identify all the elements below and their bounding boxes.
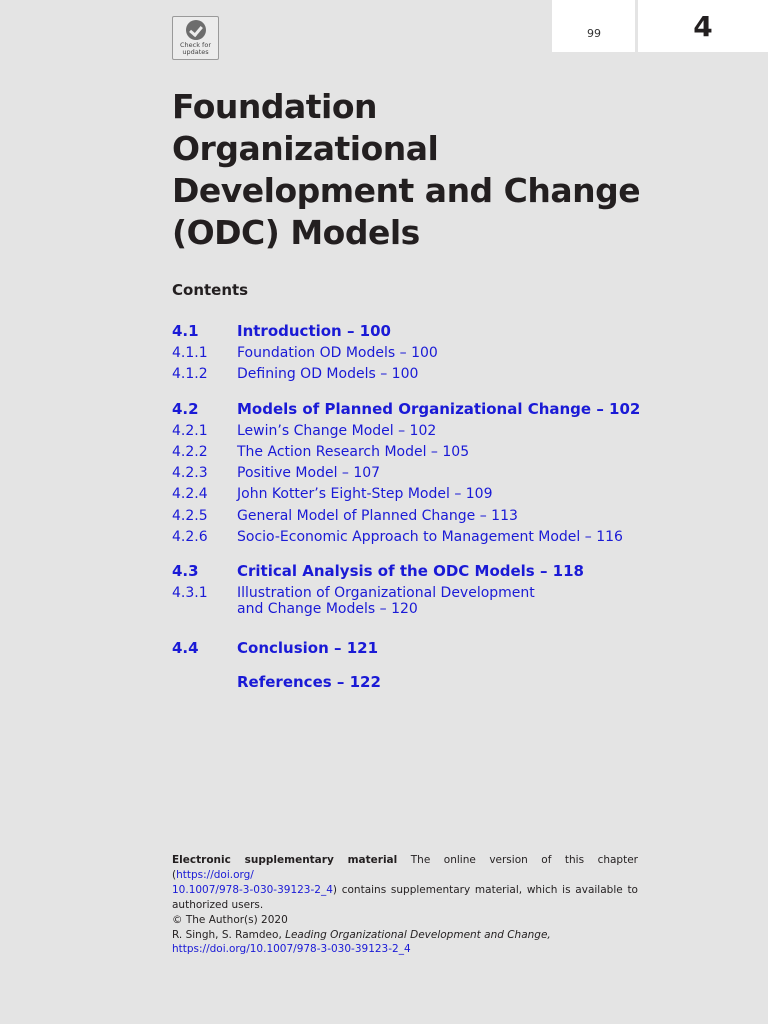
toc-link[interactable]: General Model of Planned Change – 113 bbox=[237, 507, 518, 524]
chapter-number: 4 bbox=[693, 10, 713, 43]
toc-number: 4.1 bbox=[172, 322, 199, 340]
check-for-updates-badge[interactable] bbox=[172, 16, 219, 60]
toc-link[interactable]: Critical Analysis of the ODC Models – 118 bbox=[237, 562, 584, 581]
title-line: Development and Change bbox=[172, 171, 641, 210]
supplementary-label: Electronic supplementary material bbox=[172, 854, 398, 866]
page-number: 99 bbox=[587, 27, 601, 40]
table-of-contents bbox=[172, 322, 652, 696]
toc-entry[interactable] bbox=[172, 585, 652, 628]
toc-link[interactable]: Introduction – 100 bbox=[237, 322, 391, 340]
copyright-block bbox=[172, 913, 638, 957]
toc-entry[interactable] bbox=[172, 562, 652, 585]
toc-link[interactable]: The Action Research Model – 105 bbox=[237, 443, 470, 460]
toc-link[interactable]: Defining OD Models – 100 bbox=[237, 366, 419, 383]
title-line: (ODC) Models bbox=[172, 213, 420, 252]
toc-link-line: and Change Models – 120 bbox=[237, 601, 418, 618]
title-line: Foundation bbox=[172, 87, 378, 126]
toc-number: 4.3 bbox=[172, 562, 199, 581]
citation-authors: R. Singh, S. Ramdeo, bbox=[172, 928, 286, 941]
toc-number: 4.2.5 bbox=[172, 507, 208, 524]
checkmark-icon bbox=[186, 20, 206, 40]
toc-link[interactable]: Lewin’s Change Model – 102 bbox=[237, 422, 437, 439]
citation-book-title: Leading Organizational Development and Change, bbox=[285, 928, 551, 941]
toc-entry[interactable] bbox=[172, 673, 652, 696]
doi-link[interactable]: https://doi.org/ bbox=[176, 869, 254, 881]
toc-link[interactable] bbox=[237, 585, 647, 617]
citation-line bbox=[172, 928, 638, 943]
copyright-line: © The Author(s) 2020 bbox=[172, 914, 288, 926]
toc-entry[interactable] bbox=[172, 444, 652, 465]
toc-number: 4.3.1 bbox=[172, 585, 208, 602]
check-updates-label: Check for updates bbox=[180, 41, 211, 56]
doi-link[interactable]: 10.1007/978-3-030-39123-2_4 bbox=[172, 884, 333, 896]
chapter-number-box bbox=[638, 0, 768, 52]
title-line: Organizational bbox=[172, 129, 439, 168]
chapter-title bbox=[172, 86, 672, 254]
toc-link[interactable]: John Kotter’s Eight-Step Model – 109 bbox=[237, 486, 493, 503]
toc-link[interactable]: References – 122 bbox=[237, 673, 381, 692]
toc-entry[interactable] bbox=[172, 423, 652, 444]
toc-entry[interactable] bbox=[172, 529, 652, 550]
toc-entry[interactable] bbox=[172, 639, 652, 662]
toc-entry[interactable] bbox=[172, 508, 652, 529]
toc-entry[interactable] bbox=[172, 486, 652, 507]
supplementary-material-note bbox=[172, 853, 638, 913]
contents-heading: Contents bbox=[172, 281, 249, 299]
toc-link[interactable]: Models of Planned Organizational Change – 102 bbox=[237, 399, 641, 418]
supplementary-text: ) contains supplementary material, which is available to authorized users. bbox=[172, 884, 638, 911]
page-number-box bbox=[552, 0, 635, 52]
citation-doi-link[interactable]: https://doi.org/10.1007/978-3-030-39123-2_4 bbox=[172, 943, 411, 955]
toc-number: 4.2.1 bbox=[172, 422, 208, 439]
toc-number: 4.2.6 bbox=[172, 529, 208, 546]
toc-number: 4.2.4 bbox=[172, 486, 208, 503]
toc-link-line: Illustration of Organizational Development bbox=[237, 585, 535, 602]
toc-entry[interactable] bbox=[172, 465, 652, 486]
toc-link[interactable]: Conclusion – 121 bbox=[237, 639, 379, 658]
toc-entry[interactable] bbox=[172, 322, 652, 345]
toc-link[interactable]: Foundation OD Models – 100 bbox=[237, 345, 438, 361]
toc-entry[interactable] bbox=[172, 400, 652, 423]
toc-number: 4.2 bbox=[172, 399, 199, 418]
toc-number: 4.2.2 bbox=[172, 443, 208, 460]
toc-link[interactable]: Socio-Economic Approach to Management Model – 116 bbox=[237, 529, 623, 546]
toc-number: 4.1.1 bbox=[172, 345, 208, 361]
toc-number: 4.4 bbox=[172, 639, 199, 658]
toc-number: 4.1.2 bbox=[172, 366, 208, 383]
toc-number: 4.2.3 bbox=[172, 465, 208, 482]
toc-link[interactable]: Positive Model – 107 bbox=[237, 465, 381, 482]
toc-entry[interactable] bbox=[172, 366, 652, 387]
toc-entry[interactable] bbox=[172, 345, 652, 366]
supplementary-text: The online version of this chapter ( bbox=[172, 854, 638, 881]
